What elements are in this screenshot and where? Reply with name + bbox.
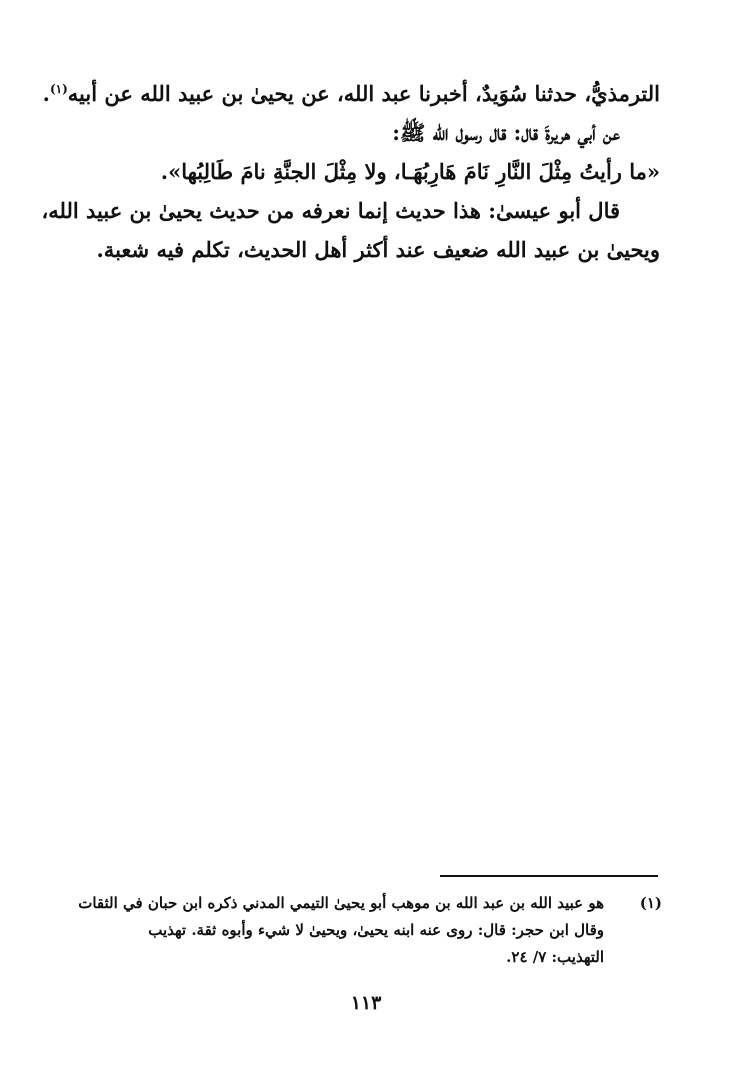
main-text-block [41, 74, 660, 269]
footnote-separator [440, 875, 658, 877]
footnote-reference[interactable]: (١) [49, 82, 68, 96]
text-line-isnad-end: . [42, 81, 50, 106]
page-number: ١١٣ [350, 992, 382, 1014]
footnote-line: التهذيب: ٧/ ٢٤. [506, 948, 604, 966]
footnote-line: هو عبيد الله بن عبد الله بن موهب أبو يحيىٰ التيمي المدني ذكره ابن حبان في الثقات [78, 894, 604, 912]
text-line-hadith: «ما رأيتُ مِثْلَ النَّارِ نَامَ هَارِبُهَـا، ولا مِثْلَ الجنَّةِ نامَ طَالِبُها». [160, 159, 660, 184]
text-line-isnad-content: الترمذيُّ، حدثنا سُوَيدٌ، أخبرنا عبد الله، عن يحيىٰ بن عبيد الله عن أبيه [67, 81, 660, 106]
footnote-marker: (١) [639, 894, 662, 912]
text-line-commentary: قال أبو عيسىٰ: هذا حديث إنما نعرفه من حديث يحيىٰ بن عبيد الله، [41, 198, 620, 223]
footnote [52, 890, 662, 971]
text-line-isnad [42, 74, 660, 113]
text-line-narrator: عن أبي هريرةَ قال: قال رسول الله ﷺ: [392, 120, 620, 145]
footnote-text [52, 890, 604, 971]
text-line-commentary-continued: ويحيىٰ بن عبيد الله ضعيف عند أكثر أهل الحديث، تكلم فيه شعبة. [96, 237, 660, 262]
footnote-line: وقال ابن حجر: قال: روى عنه ابنه يحيىٰ، ويحيىٰ لا شيء وأبوه ثقة. تهذيب [148, 921, 604, 939]
